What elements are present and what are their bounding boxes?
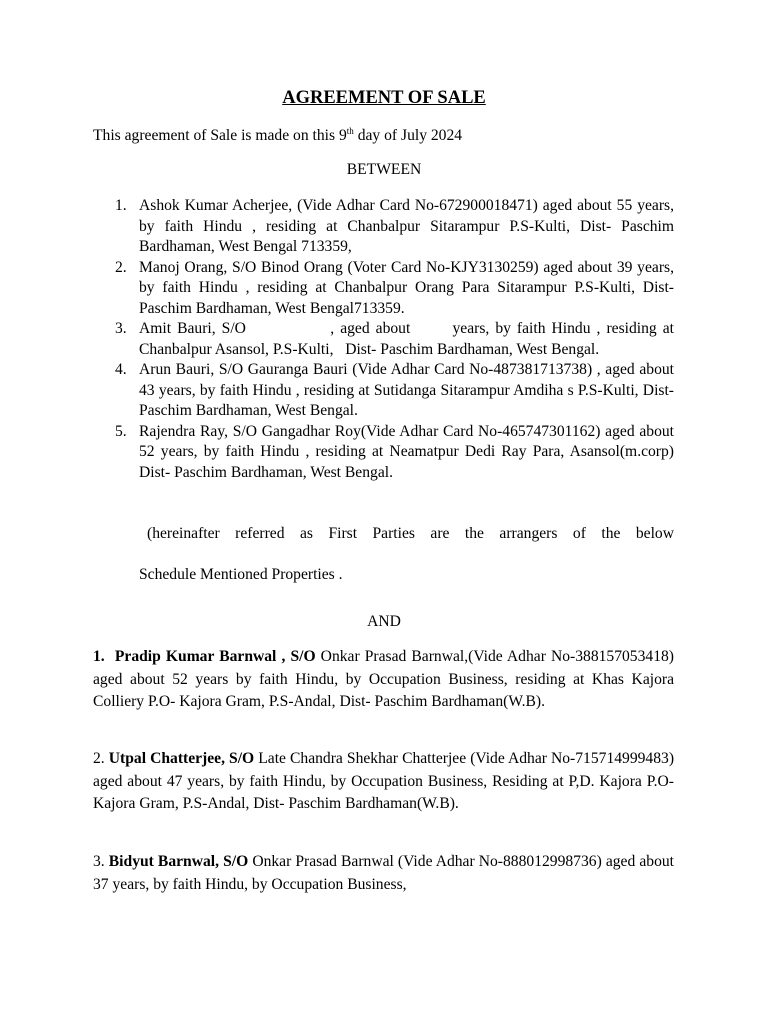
intro-text-after: day of July 2024 [353,127,463,144]
list-number: 1. [115,197,127,214]
party-name: Bidyut Barnwal, S/O [104,853,249,870]
document-title: AGREEMENT OF SALE [282,88,486,108]
second-party-paragraph [93,646,674,714]
hereinafter-clause: (hereinafter referred as First Parties are the arrangers of the below [147,525,674,542]
list-number: 2. [93,750,105,767]
first-party-item [115,319,678,360]
list-number: 2. [115,258,127,276]
party-details: Onkar Prasad Barnwal,(Vide Adhar No-388157053418) aged about 52 years by faith Hindu, by Occupation Business, residing at Khas Kajora Colliery P.O- Kajora Gram, P.S-Andal, Dist- Paschim Bardhaman(W.B). [93,648,674,711]
schedule-clause: Schedule Mentioned Properties . [139,566,343,583]
intro-paragraph [93,126,693,147]
first-party-item [115,196,674,258]
first-party-text: Rajendra Ray, S/O Gangadhar Roy(Vide Adhar Card No-465747301162) aged about 52 years, by faith Hindu , residing at Neamatpur Dedi Ray Para, Asansol(m.corp) Dist- Paschim Bardhaman, West Bengal. [139,422,674,481]
and-heading: AND [367,613,401,630]
intro-date-superscript: th [346,125,354,136]
first-party-text: Arun Bauri, S/O Gauranga Bauri (Vide Adhar Card No-487381713738) , aged about 43 years, by faith Hindu , residing at Sutidanga Sitarampur Amdiha s P.S-Kulti, Dist- Paschim Bardhaman, West Bengal. [139,361,674,419]
first-party-text: Manoj Orang, S/O Binod Orang (Voter Card No-KJY3130259) aged about 39 years, by faith Hindu , residing at Chanbalpur Orang Para Sitarampur P.S-Kulti, Dist- Paschim Bardhaman, West Bengal713359. [139,258,674,317]
first-party-item [115,360,674,422]
second-party-paragraph [93,748,674,816]
intro-text-before: This agreement of Sale is made on this 9 [93,127,347,144]
first-parties-list [115,196,678,483]
list-number: 3. [115,320,127,337]
list-number: 3. [93,853,105,870]
party-details: Late Chandra Shekhar Chatterjee (Vide Adhar No-715714999483) aged about 47 years, by faith Hindu, by Occupation Business, Residing at P,D. Kajora P.O- Kajora Gram, P.S-Andal, Dist- Paschim Bardhaman(W.B). [93,750,675,813]
first-party-text: Amit Bauri, S/O , aged about years, by faith Hindu , residing at Chanbalpur Asansol, P.S-Kulti, Dist- Paschim Bardhaman, West Bengal. [139,320,678,358]
list-number: 4. [115,361,127,378]
second-party-paragraph [93,851,674,896]
first-party-item [115,258,674,320]
first-party-item [115,422,674,484]
party-name: Utpal Chatterjee, S/O [104,750,255,767]
first-party-text: Ashok Kumar Acherjee, (Vide Adhar Card No-672900018471) aged about 55 years, by faith Hindu , residing at Chanbalpur Sitarampur P.S-Kulti, Dist- Paschim Bardhaman, West Bengal 713359, [139,197,674,255]
list-number: 5. [115,422,127,440]
party-details: Onkar Prasad Barnwal (Vide Adhar No-888012998736) aged about 37 years, by faith Hindu, by Occupation Business, [93,853,674,893]
party-name: Pradip Kumar Barnwal , S/O [104,648,316,665]
between-heading: BETWEEN [346,161,422,178]
list-number: 1. [93,648,105,665]
